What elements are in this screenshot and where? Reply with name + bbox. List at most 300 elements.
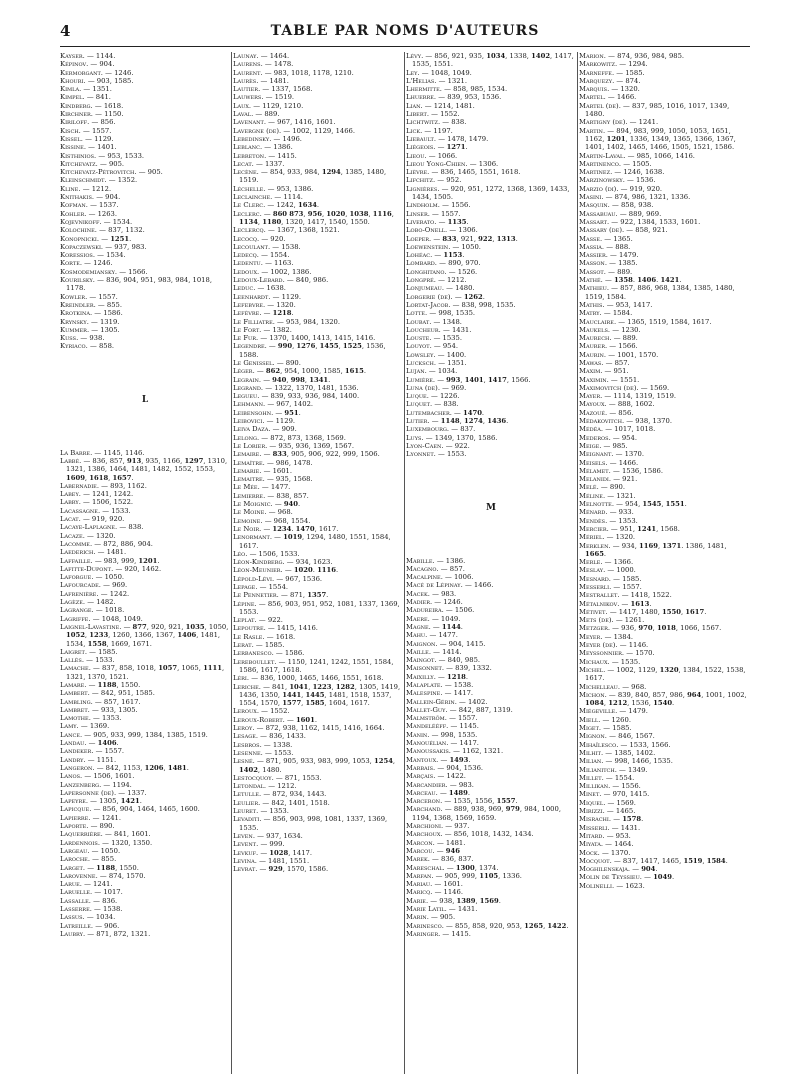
page-refs: 1197.: [433, 126, 453, 135]
entry-separator: . —: [92, 276, 107, 285]
entry-separator: . —: [263, 400, 277, 409]
author-name: Lonjumeau: [406, 284, 442, 293]
entry-separator: . —: [82, 598, 97, 607]
index-entry: [579, 243, 749, 251]
author-name: Lamothe: [60, 714, 89, 723]
page-refs: 938,: [439, 896, 457, 905]
author-name: Lichtwitz: [406, 118, 438, 127]
page-refs: 1506, 1522.: [92, 498, 134, 507]
page-refs: 1584.: [612, 309, 633, 318]
page-refs: 1034.: [95, 913, 116, 922]
author-name: Levaditi: [233, 815, 260, 824]
page-refs: 968.: [277, 508, 293, 517]
page-refs: 1554.: [268, 583, 289, 591]
index-entry: [579, 301, 749, 309]
author-name: Marchioni: [406, 822, 441, 831]
entry-separator: . —: [600, 632, 614, 641]
index-entry: [406, 880, 576, 888]
author-name: Kisch: [60, 126, 79, 135]
entry-separator: . —: [602, 126, 617, 135]
page-refs: . 1386, 1481,: [681, 541, 727, 550]
page-refs: 837, 858, 1018,: [101, 664, 159, 673]
page-refs: 1533.: [95, 656, 115, 665]
author-name: Madier: [406, 598, 430, 607]
page-refs: 1212.: [277, 782, 297, 791]
page-refs: 1431.: [451, 325, 472, 334]
index-entry: [60, 102, 230, 110]
index-entry: [579, 326, 749, 334]
index-entry: [60, 176, 230, 184]
index-entry: [233, 93, 403, 101]
entry-separator: . —: [427, 209, 441, 218]
index-entry: [233, 774, 403, 782]
entry-separator: . —: [433, 93, 448, 102]
entry-separator: . —: [111, 564, 125, 573]
page-refs: 1263.: [97, 209, 118, 218]
entry-separator: . —: [79, 880, 94, 889]
page-refs: 874, 1570.: [108, 871, 146, 880]
author-name: Meslay: [579, 566, 604, 575]
entry-separator: . —: [427, 168, 441, 177]
entry-separator: . —: [454, 697, 468, 706]
author-name: Laval: [233, 110, 252, 119]
author-name: Lambling: [60, 697, 91, 706]
index-entry: [579, 400, 749, 408]
index-entry: [233, 425, 403, 433]
author-name: Leriche: [233, 682, 259, 691]
index-entry: [233, 193, 403, 201]
index-entry: [233, 409, 403, 417]
entry-separator: . —: [621, 649, 636, 658]
entry-separator: . —: [437, 201, 452, 210]
author-name: Matry: [579, 309, 600, 318]
page-ref-bold: 1233: [89, 631, 109, 640]
index-entry: [233, 77, 403, 85]
entry-separator: . —: [433, 772, 447, 781]
page-refs: , 1260, 1366, 1367,: [108, 631, 178, 640]
page-refs: , 1321, 1370, 1521.: [66, 664, 225, 681]
page-ref-bold: 1601: [295, 715, 315, 724]
index-entry: [406, 359, 576, 367]
entry-separator: . —: [89, 905, 103, 914]
page-refs: 854, 933, 984,: [269, 168, 322, 177]
author-name: Massart: [579, 217, 607, 226]
index-entry: [60, 251, 230, 259]
entry-separator: . —: [615, 707, 629, 716]
page-refs: 1535.: [442, 334, 462, 343]
page-refs: ,: [163, 763, 168, 772]
author-name: Marion: [579, 52, 604, 60]
index-entry: [233, 301, 403, 309]
author-name: Korte: [60, 259, 80, 268]
page-refs: 839, 933, 936, 984, 1400.: [270, 392, 360, 401]
index-entry: [233, 52, 403, 60]
entry-separator: . —: [269, 134, 283, 143]
entry-separator: . —: [420, 126, 434, 135]
entry-separator: . —: [612, 76, 626, 85]
author-name: Marneffe: [579, 68, 612, 77]
page-refs: .: [649, 599, 652, 608]
page-number: 4: [60, 22, 71, 40]
index-entry: [406, 623, 576, 631]
page-refs: 1533.: [111, 506, 131, 515]
entry-separator: . —: [256, 840, 270, 849]
author-name: Laroche: [60, 855, 88, 864]
entry-separator: . —: [253, 284, 267, 293]
author-name: Kimpel: [60, 93, 83, 102]
entry-separator: . —: [259, 143, 274, 152]
index-entry: [579, 160, 749, 168]
entry-separator: . —: [432, 375, 447, 384]
author-name: Kiriloff: [60, 118, 88, 127]
entry-separator: . —: [609, 856, 623, 865]
author-name: Luquet: [406, 400, 431, 409]
index-entry: [60, 656, 230, 664]
page-refs: 858, 921.: [635, 226, 668, 235]
entry-separator: . —: [91, 193, 106, 202]
index-entry: [406, 656, 576, 664]
author-name: Laforgue: [60, 573, 92, 582]
page-refs: 1212.: [447, 276, 467, 285]
index-entry: [406, 77, 576, 85]
page-refs: 1260.: [611, 715, 631, 724]
page-ref-bold: 1358: [613, 276, 633, 285]
page-refs: 1536.: [636, 176, 656, 185]
author-name: Lacat: [60, 515, 79, 524]
entry-separator: . —: [605, 458, 619, 467]
page-refs: ,: [108, 473, 113, 482]
index-entry: [233, 334, 403, 342]
page-ref-bold: 970: [638, 624, 653, 633]
page-refs: 856.: [618, 408, 634, 417]
entry-separator: . —: [441, 664, 456, 673]
author-name: Lanos: [60, 772, 81, 781]
author-name: Meisels: [579, 458, 606, 467]
author-name: Legrain: [233, 375, 259, 384]
page-ref-bold: 1313: [496, 234, 516, 243]
author-name: Melanidi: [579, 475, 609, 484]
page-refs: 1337.: [127, 788, 147, 797]
page-refs: 1162, 1321.: [462, 747, 504, 756]
author-name: Marquezy: [579, 76, 613, 85]
page-refs: ,: [392, 757, 396, 766]
page-refs: 937.: [454, 822, 470, 831]
author-name: Malespine: [406, 689, 441, 698]
page-refs: 1466.: [618, 458, 639, 467]
page-refs: ,: [303, 209, 308, 218]
entry-separator: . —: [440, 681, 454, 689]
entry-separator: . —: [601, 773, 615, 782]
entry-separator: . —: [434, 217, 448, 226]
page-refs: , 1305, 1419, 1436, 1350,: [239, 682, 401, 699]
page-ref-bold: 904: [641, 865, 656, 874]
index-entry: [579, 409, 749, 417]
page-refs: 889.: [264, 110, 280, 119]
page-refs: 1146.: [628, 641, 649, 650]
author-name: Milian: [579, 757, 602, 766]
index-entry: [406, 442, 576, 450]
page-refs: 1418, 1522.: [630, 591, 672, 600]
index-entry: [406, 664, 576, 672]
index-entry: [60, 309, 230, 317]
page-refs: 933.: [618, 508, 634, 517]
page-refs: 1465.: [615, 807, 636, 816]
author-name: Le Moine: [233, 508, 265, 517]
entry-separator: . —: [252, 724, 266, 733]
page-title: TABLE PAR NOMS D'AUTEURS: [270, 23, 540, 39]
author-name: Leibovici: [233, 417, 263, 426]
page-refs: 903, 1585.: [96, 76, 134, 85]
page-refs: 874, 986, 1321, 1336.: [614, 193, 691, 202]
page-refs: , 1417, 1535, 1551.: [412, 52, 574, 69]
index-entry: [579, 492, 749, 500]
author-name: Lesné: [233, 757, 253, 766]
page-ref-bold: 1402: [239, 765, 258, 774]
author-name: Millikan: [579, 782, 609, 791]
page-refs: 1477.: [270, 483, 291, 492]
page-refs: 1557.: [104, 747, 125, 756]
entry-separator: . —: [448, 747, 463, 756]
entry-separator: . —: [617, 591, 631, 600]
index-entry: [579, 649, 749, 657]
page-refs: , 1384, 1522, 1538, 1617.: [585, 665, 746, 683]
page-refs: ,: [460, 375, 465, 384]
author-name: Le Filliatre: [233, 317, 273, 326]
entry-separator: . —: [605, 516, 619, 525]
author-name: Lerbanesco: [233, 649, 272, 658]
index-entry: [579, 716, 749, 724]
entry-separator: . —: [265, 441, 279, 450]
page-refs: 889.: [617, 267, 633, 276]
entry-separator: . —: [417, 68, 431, 77]
entry-separator: . —: [256, 848, 270, 857]
page-refs: 1370.: [610, 848, 631, 857]
author-name: Larovenne: [60, 871, 96, 880]
page-refs: 1385.: [618, 259, 638, 268]
entry-separator: . —: [255, 732, 270, 741]
page-ref-bold: 1558: [87, 639, 107, 648]
entry-separator: . —: [623, 151, 637, 160]
page-refs: 953.: [615, 831, 631, 840]
page-refs: 838.: [443, 400, 459, 409]
entry-separator: . —: [81, 656, 96, 665]
page-refs: 905, 933, 999, 1384, 1385, 1519.: [93, 730, 208, 739]
page-refs: 1321.: [616, 491, 636, 500]
page-refs: .: [460, 622, 463, 631]
page-ref-bold: 1049: [653, 873, 672, 882]
author-name: Martigny (de): [579, 118, 626, 127]
page-ref-bold: 833: [272, 450, 287, 459]
author-name: Maingot: [406, 656, 435, 665]
entry-separator: . —: [259, 524, 273, 533]
entry-separator: . —: [435, 788, 449, 797]
author-name: Lambert: [60, 689, 88, 698]
entry-separator: . —: [446, 425, 461, 434]
entry-separator: . —: [78, 498, 92, 507]
author-name: Le Mée: [233, 483, 258, 492]
index-entry: [579, 168, 749, 176]
page-refs: 983, 1018, 1178, 1210.: [273, 68, 354, 77]
entry-separator: . —: [421, 433, 435, 442]
index-entry: [579, 384, 749, 392]
index-entry: [233, 127, 403, 135]
entry-separator: . —: [612, 881, 626, 890]
entry-separator: . —: [601, 242, 616, 251]
author-name: Mauclaire: [579, 317, 614, 326]
entry-separator: . —: [258, 85, 272, 94]
page-refs: 1241.: [638, 118, 659, 127]
index-entry: [406, 847, 576, 855]
author-name: Mallein-Gérin: [406, 697, 455, 706]
entry-separator: . —: [113, 788, 128, 797]
entry-separator: . —: [433, 134, 448, 143]
entry-separator: . —: [97, 838, 112, 847]
author-name: Médéa: [579, 425, 601, 434]
index-entry: [60, 888, 230, 896]
entry-separator: . —: [85, 201, 100, 210]
index-entry: [406, 872, 576, 880]
page-refs: 1242.: [109, 589, 130, 598]
author-name: Maringer: [406, 929, 439, 938]
author-name: Legueu: [233, 392, 258, 401]
author-name: Luna (de): [406, 383, 438, 392]
entry-separator: . —: [421, 52, 435, 60]
entry-separator: . —: [119, 622, 133, 631]
index-entry: [579, 533, 749, 541]
index-entry: [406, 268, 576, 276]
entry-separator: . —: [263, 226, 277, 235]
index-entry: [60, 326, 230, 334]
page-refs: .: [157, 556, 160, 565]
page-refs: 1553.: [273, 748, 294, 757]
author-name: Maximin: [579, 375, 607, 384]
page-refs: 839, 1332.: [455, 664, 492, 673]
page-refs: ,: [543, 921, 548, 930]
page-refs: 874.: [625, 76, 641, 85]
author-name: Levkuf: [233, 848, 257, 857]
entry-separator: . —: [90, 110, 105, 119]
page-ref-bold: 1297: [184, 456, 204, 465]
entry-separator: . —: [433, 350, 447, 359]
index-entry: [60, 872, 230, 880]
author-name: Leblanc: [233, 143, 260, 152]
page-refs: 858.: [98, 342, 115, 351]
page-refs: 1214, 1481.: [433, 101, 475, 110]
index-entry: [406, 110, 576, 118]
page-refs: 1585.: [625, 68, 645, 77]
index-entry: [60, 507, 230, 515]
entry-separator: . —: [622, 176, 637, 185]
index-entry: [60, 573, 230, 581]
index-entry: [579, 732, 749, 740]
index-entry: [60, 689, 230, 697]
index-entry: [406, 392, 576, 400]
index-column-1: [60, 52, 230, 1076]
author-name: Lortat-Jacob: [406, 300, 449, 309]
page-refs: 1017, 1018.: [614, 425, 656, 434]
author-name: Lecène: [233, 168, 257, 177]
index-entry: [60, 598, 230, 606]
index-entry: [233, 434, 403, 442]
index-entry: [579, 376, 749, 384]
author-name: Luxembourg: [406, 425, 447, 434]
page-ref-bold: 964: [687, 690, 702, 699]
author-name: Lieou: [406, 151, 425, 160]
page-refs: 1145, 1146.: [103, 448, 145, 457]
page-refs: .: [655, 865, 658, 874]
index-entry: [406, 590, 576, 598]
index-entry: [406, 318, 576, 326]
entry-separator: . —: [90, 101, 104, 110]
page-refs: 871, 1553.: [284, 773, 322, 782]
page-refs: 919, 920.: [91, 515, 125, 524]
index-entry: [579, 392, 749, 400]
entry-separator: . —: [460, 581, 474, 590]
index-entry: [406, 573, 576, 581]
page-refs: ,: [459, 417, 464, 426]
index-entry: [233, 102, 403, 110]
author-name: Lemarie: [233, 466, 260, 475]
index-entry: [60, 855, 230, 863]
author-name: Mihaïlesco: [579, 740, 617, 749]
page-refs: .: [672, 699, 675, 708]
author-name: Masini: [579, 193, 602, 202]
page-refs: ,: [368, 209, 373, 218]
index-entry: [406, 830, 576, 838]
entry-separator: . —: [79, 456, 93, 465]
author-name: Lépold-Lévi: [233, 574, 273, 583]
page-refs: 840, 986.: [295, 276, 329, 285]
page-refs: 1353.: [269, 807, 289, 816]
page-refs: .: [679, 276, 682, 285]
page-refs: 890.: [285, 358, 301, 367]
entry-separator: . —: [606, 375, 620, 384]
index-entry: [579, 434, 749, 442]
entry-separator: . —: [257, 234, 271, 243]
author-name: Melnotte: [579, 500, 612, 509]
author-name: Maisonnet: [406, 664, 442, 673]
index-entry: [579, 235, 749, 243]
entry-separator: . —: [611, 68, 626, 77]
entry-separator: . —: [450, 292, 464, 301]
page-refs: .: [684, 500, 687, 509]
page-ref-bold: 1406: [637, 276, 657, 285]
author-name: Lepage: [233, 583, 256, 591]
author-name: Moghilenskaja: [579, 865, 628, 874]
entry-separator: . —: [282, 558, 296, 567]
entry-separator: . —: [88, 813, 102, 822]
author-name: Lesbros: [233, 740, 260, 749]
page-refs: 1320.: [620, 85, 640, 94]
author-name: Michelleau: [579, 682, 618, 691]
page-ref-bold: 1634: [298, 201, 317, 210]
index-entry: [579, 467, 749, 475]
page-ref-bold: 1111: [203, 664, 222, 673]
page-refs: 838, 998, 1535.: [461, 300, 516, 309]
author-name: Le Rasle: [233, 632, 263, 641]
index-entry: [579, 790, 749, 798]
entry-separator: . —: [91, 747, 105, 756]
index-entry: [233, 450, 403, 458]
author-name: Lecat: [233, 159, 252, 168]
page-refs: 1050.: [104, 573, 125, 582]
author-name: Méline: [579, 491, 603, 500]
author-name: Laporte: [60, 822, 87, 831]
index-entry: [60, 135, 230, 143]
author-name: Launay: [233, 52, 257, 60]
author-name: Leuret: [233, 807, 257, 816]
page-refs: 1586.: [284, 649, 305, 658]
